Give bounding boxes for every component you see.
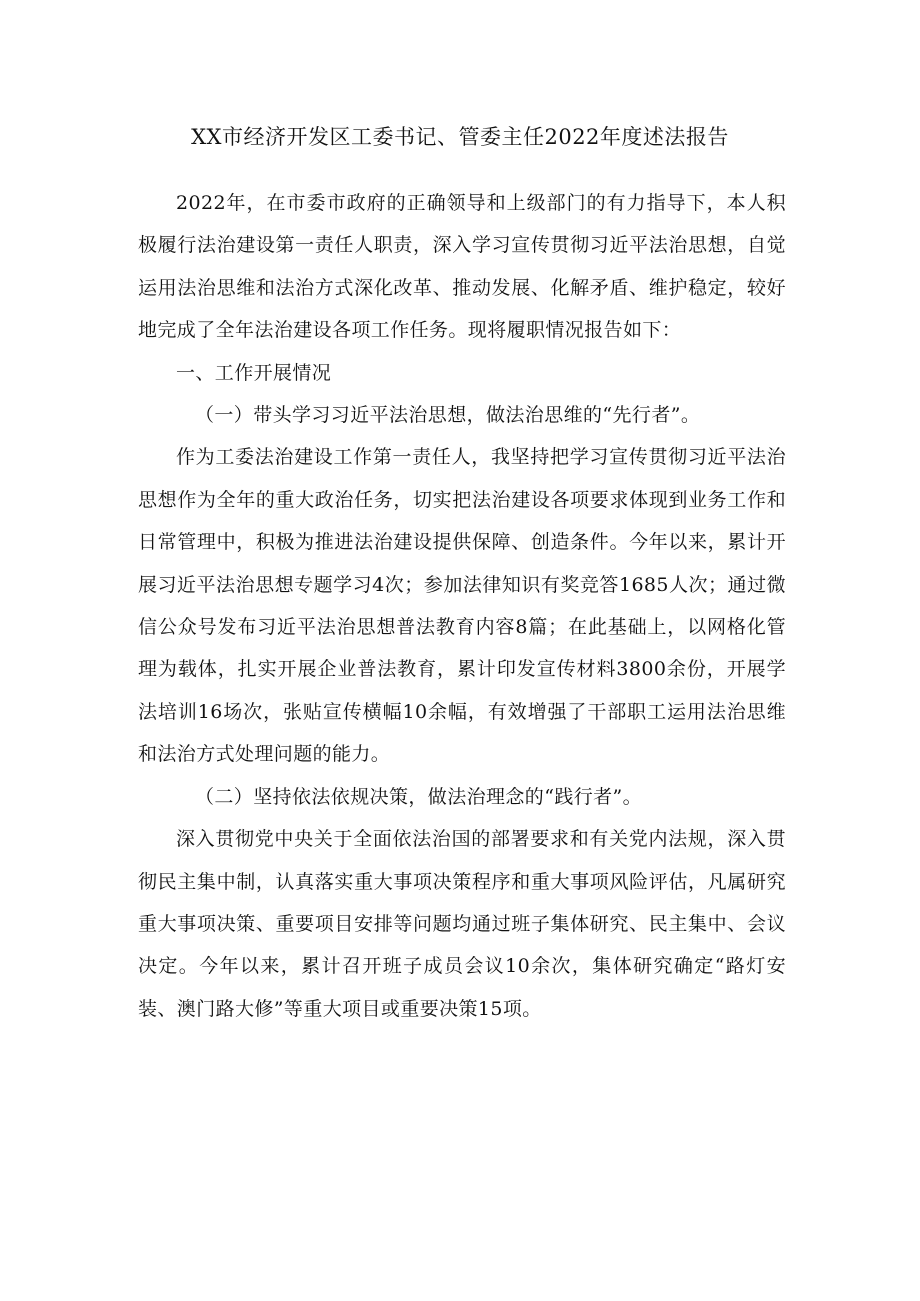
subsection-paragraph-2: 深入贯彻党中央关于全面依法治国的部署要求和有关党内法规，深入贯彻民主集中制，认真落实重大事项决策程序和重大事项风险评估，凡属研究重大事项决策、重要项目安排等问题均通过班子集体研究、民主集中、会议决定。今年以来，累计召开班子成员会议10余次，集体研究确定“路灯安装、澳门路大修”等重大项目或重要决策15项。 [138, 828, 786, 1020]
subsection-paragraph-1: 作为工委法治建设工作第一责任人，我坚持把学习宣传贯彻习近平法治思想作为全年的重大政治任务，切实把法治建设各项要求体现到业务工作和日常管理中，积极为推进法治建设提供保障、创造条件。今年以来，累计开展习近平法治思想专题学习4次；参加法律知识有奖竞答1685人次；通过微信公众号发布习近平法治思想普法教育内容8篇；在此基础上，以网格化管理为载体，扎实开展企业普法教育，累计印发宣传材料3800余份，开展学法培训16场次，张贴宣传横幅10余幅，有效增强了干部职工运用法治思维和法治方式处理问题的能力。 [138, 446, 786, 766]
intro-paragraph: 2022年，在市委市政府的正确领导和上级部门的有力指导下，本人积极履行法治建设第一责任人职责，深入学习宣传贯彻习近平法治思想，自觉运用法治思维和法治方式深化改革、推动发展、化解矛盾、维护稳定，较好地完成了全年法治建设各项工作任务。现将履职情况报告如下： [138, 192, 786, 342]
section-heading: 一、工作开展情况 [176, 361, 332, 384]
subsection-heading-2: （二）坚持依法依规决策，做法治理念的“践行者”。 [195, 785, 643, 808]
document-body [138, 182, 786, 1030]
document-title: XX市经济开发区工委书记、管委主任2022年度述法报告 [191, 125, 729, 149]
subsection-heading-1: （一）带头学习习近平法治思想，做法治思维的“先行者”。 [195, 404, 701, 427]
